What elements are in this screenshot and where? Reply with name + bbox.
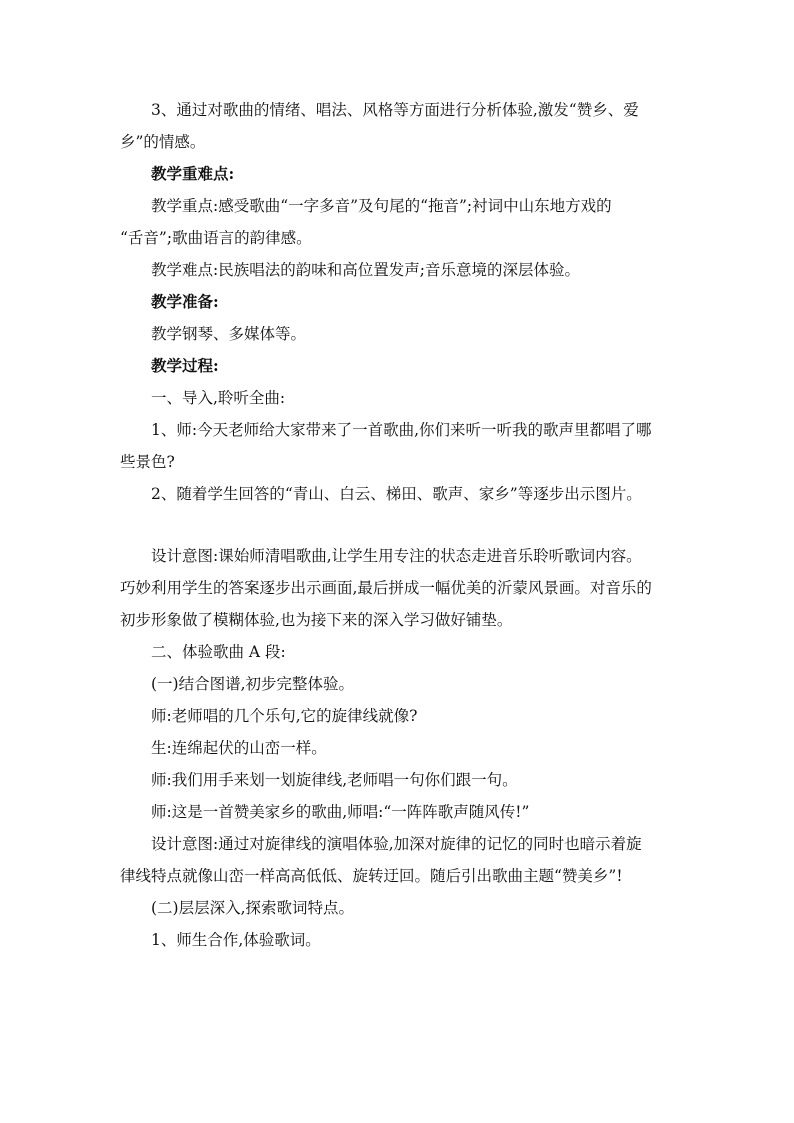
design-intent-2-line-2: 律线特点就像山峦一样高高低低、旋转迂回。随后引出歌曲主题“赞美乡”! [120, 867, 623, 885]
step-1-line-2: 些景色? [120, 453, 175, 471]
key-point-line-1: 教学重点:感受歌曲“一字多音”及句尾的“拖音”;衬词中山东地方戏的 [151, 197, 612, 215]
difficult-point-line: 教学难点:民族唱法的韵味和高位置发声;音乐意境的深层体验。 [151, 261, 580, 279]
section-2-title: 二、体验歌曲 A 段: [151, 643, 286, 661]
heading-key-difficult-points: 教学重难点: [151, 164, 235, 183]
heading-process: 教学过程: [151, 356, 219, 375]
design-intent-1-line-1: 设计意图:课始师清唱歌曲,让学生用专注的状态走进音乐聆听歌词内容。 [151, 547, 642, 565]
subsection-2-step-1: 1、师生合作,体验歌词。 [151, 931, 321, 949]
subsection-1-title: (一)结合图谱,初步完整体验。 [151, 675, 355, 693]
objective-3-line-2: 乡”的情感。 [120, 133, 206, 151]
design-intent-1-line-2: 巧妙利用学生的答案逐步出示画面,最后拼成一幅优美的沂蒙风景画。对音乐的 [120, 579, 652, 597]
objective-3-line-1: 3、通过对歌曲的情绪、唱法、风格等方面进行分析体验,激发“赞乡、爱 [151, 101, 639, 119]
step-1-line-1: 1、师:今天老师给大家带来了一首歌曲,你们来听一听我的歌声里都唱了哪 [151, 421, 652, 439]
design-intent-2-line-1: 设计意图:通过对旋律线的演唱体验,加深对旋律的记忆的同时也暗示着旋 [151, 835, 642, 853]
dialog-line-3: 师:我们用手来划一划旋律线,老师唱一句你们跟一句。 [151, 771, 518, 789]
heading-preparation: 教学准备: [151, 292, 219, 311]
design-intent-1-line-3: 初步形象做了模糊体验,也为接下来的深入学习做好铺垫。 [120, 611, 513, 629]
key-point-line-2: “舌音”;歌曲语言的韵律感。 [120, 229, 312, 247]
dialog-line-4: 师:这是一首赞美家乡的歌曲,师唱:“一阵阵歌声随风传!” [151, 803, 530, 821]
dialog-line-1: 师:老师唱的几个乐句,它的旋律线就像? [151, 707, 418, 725]
preparation-line: 教学钢琴、多媒体等。 [151, 325, 307, 343]
dialog-line-2: 生:连绵起伏的山峦一样。 [151, 739, 327, 757]
subsection-2-title: (二)层层深入,探索歌词特点。 [151, 899, 355, 917]
step-2-line: 2、随着学生回答的“青山、白云、梯田、歌声、家乡”等逐步出示图片。 [151, 485, 642, 503]
section-1-title: 一、导入,聆听全曲: [151, 389, 286, 407]
